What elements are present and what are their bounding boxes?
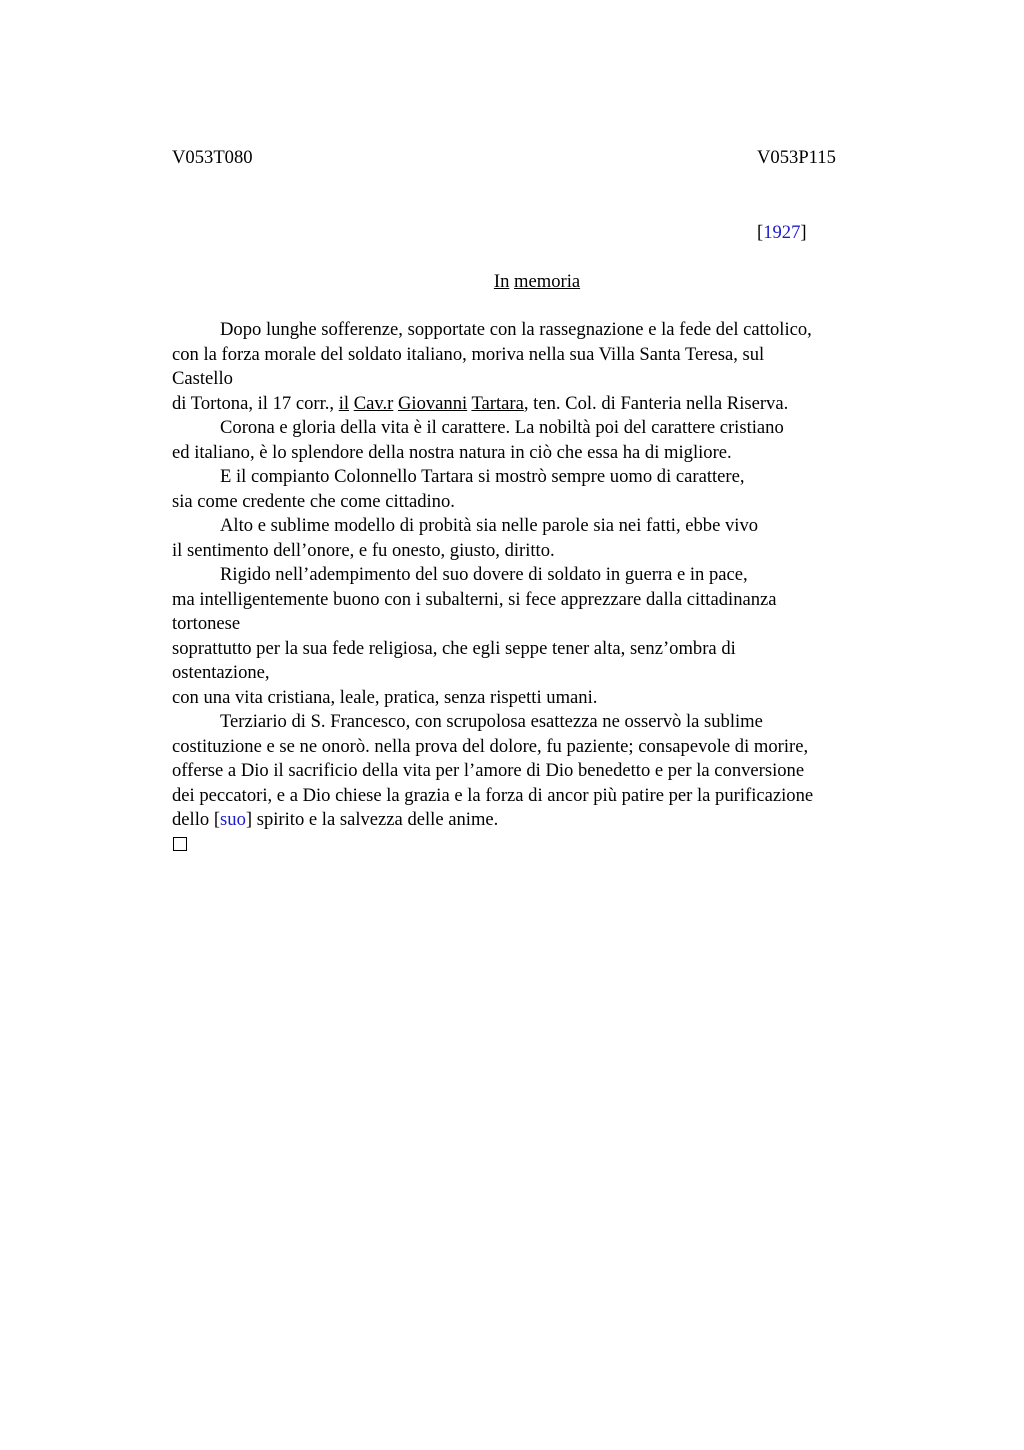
- text-line: Dopo lunghe sofferenze, sopportate con la rassegnazione e la fede del cattolico,: [220, 319, 812, 340]
- title-word-in: In: [493, 271, 510, 292]
- text-line: offerse a Dio il sacrificio della vita per l’amore di Dio benedetto e per la conversione: [172, 760, 805, 781]
- text-line: dei peccatori, e a Dio chiese la grazia e la forza di ancor più patire per la purificazione: [172, 784, 814, 806]
- text-line: [172, 392, 902, 417]
- text-line: Alto e sublime modello di probità sia nelle parole sia nei fatti, ebbe vivo: [220, 515, 759, 536]
- text-line: con una vita cristiana, leale, pratica, senza rispetti umani.: [172, 686, 598, 708]
- text-line: sia come credente che come cittadino.: [172, 490, 455, 512]
- text-line: Corona e gloria della vita è il carattere. La nobiltà poi del carattere cristiano: [220, 417, 784, 438]
- year-annotation: [757, 222, 807, 244]
- year-value: 1927: [763, 222, 801, 243]
- square-end-icon: [173, 837, 187, 851]
- text-line: con la forza morale del soldato italiano, moriva nella sua Villa Santa Teresa, sul: [172, 343, 765, 365]
- text-line: costituzione e se ne onorò. nella prova del dolore, fu paziente; consapevole di morire,: [172, 735, 809, 757]
- text-line: tortonese: [172, 613, 241, 634]
- text-line: ma intelligentemente buono con i subalterni, si fece apprezzare dalla cittadinanza: [172, 588, 777, 610]
- title-word-memoria: memoria: [514, 271, 581, 292]
- text-line: soprattutto per la sua fede religiosa, che egli seppe tener alta, senz’ombra di: [172, 637, 736, 659]
- text-fragment: ] spirito e la salvezza delle anime.: [245, 809, 499, 830]
- document-code-left: V053T080: [172, 147, 253, 168]
- text-line: E il compianto Colonnello Tartara si mostrò sempre uomo di carattere,: [220, 466, 745, 487]
- text-line: Rigido nell’adempimento del suo dovere di soldato in guerra e in pace,: [220, 564, 748, 585]
- text-line: ostentazione,: [172, 662, 270, 683]
- year-open-bracket: [: [757, 222, 764, 243]
- underlined-word-il: il: [338, 392, 350, 414]
- editorial-insert: suo: [220, 809, 246, 830]
- text-line: ed italiano, è lo splendore della nostra natura in ciò che essa ha di migliore.: [172, 441, 732, 463]
- text-line: [172, 808, 902, 833]
- text-line: Terziario di S. Francesco, con scrupolosa esattezza ne osservò la sublime: [220, 711, 763, 732]
- document-code-right: V053P115: [757, 147, 836, 168]
- year-close-bracket: ]: [800, 222, 807, 243]
- text-fragment: di Tortona, il 17 corr.,: [172, 392, 339, 414]
- text-line: Castello: [172, 368, 233, 389]
- page-title: [0, 271, 1024, 293]
- text-fragment: , ten. Col. di Fanteria nella Riserva.: [523, 392, 789, 414]
- underlined-word-cav: Cav.r: [353, 392, 394, 414]
- text-fragment: dello [: [172, 809, 221, 830]
- underlined-word-tartara: Tartara: [471, 392, 524, 414]
- document-body: [172, 318, 902, 857]
- text-line: il sentimento dell’onore, e fu onesto, giusto, diritto.: [172, 539, 555, 561]
- underlined-word-giovanni: Giovanni: [397, 392, 468, 414]
- end-marker: [172, 833, 902, 858]
